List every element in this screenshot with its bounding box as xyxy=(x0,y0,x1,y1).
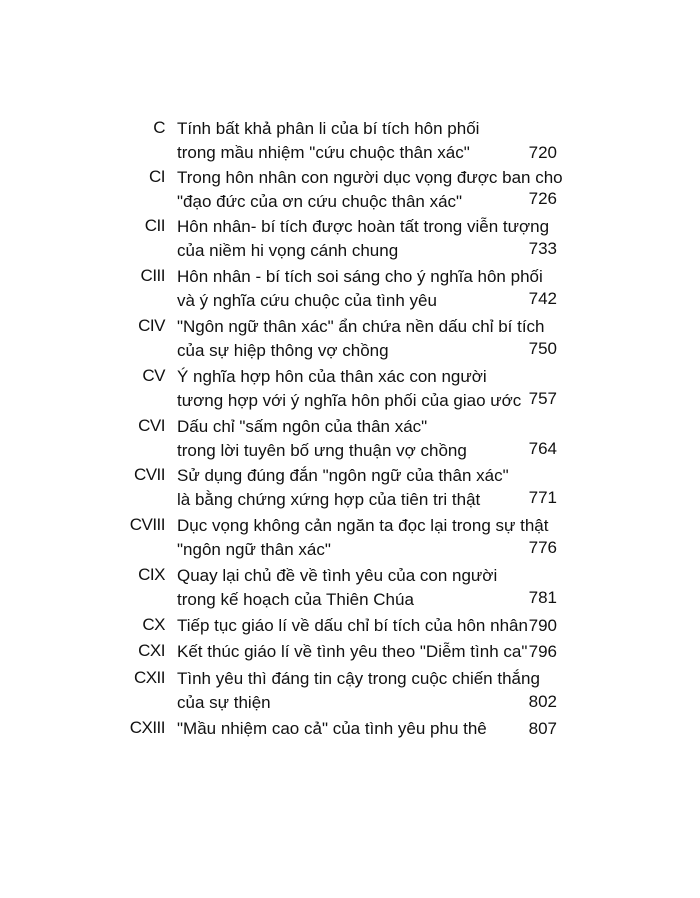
page-number: 771 xyxy=(528,488,557,507)
page-number: 726 xyxy=(528,189,557,208)
chapter-number: CIX xyxy=(138,565,165,584)
chapter-title-line: Kết thúc giáo lí về tình yêu theo "Diễm tình ca" xyxy=(177,642,528,661)
chapter-title-line: là bằng chứng xứng hợp của tiên tri thật xyxy=(177,490,481,509)
chapter-title xyxy=(177,365,522,413)
chapter-title-line: Ý nghĩa hợp hôn của thân xác con người xyxy=(177,367,487,386)
page-number: 733 xyxy=(528,239,557,258)
chapter-number: CV xyxy=(142,366,165,385)
chapter-title-line: Sử dụng đúng đắn "ngôn ngữ của thân xác" xyxy=(177,466,509,485)
chapter-title-line: "đạo đức của ơn cứu chuộc thân xác" xyxy=(177,192,463,211)
chapter-number: CXII xyxy=(133,668,165,687)
chapter-number: CVII xyxy=(133,465,165,484)
chapter-title-line: "ngôn ngữ thân xác" xyxy=(177,540,331,559)
chapter-title xyxy=(177,117,517,165)
chapter-title-line: Trong hôn nhân con người dục vọng được ban cho xyxy=(177,168,563,187)
page-number: 742 xyxy=(528,289,557,308)
page-number: 796 xyxy=(528,642,557,661)
chapter-title-line: của sự hiệp thông vợ chồng xyxy=(177,341,389,360)
chapter-title-line: Tiếp tục giáo lí về dấu chỉ bí tích của hôn nhân xyxy=(177,616,528,635)
chapter-title-line: Dục vọng không cản ngăn ta đọc lại trong sự thật xyxy=(177,516,549,535)
page-number: 781 xyxy=(528,588,557,607)
chapter-title xyxy=(177,640,528,664)
chapter-title-line: Tính bất khả phân li của bí tích hôn phối xyxy=(177,119,480,138)
chapter-number: CX xyxy=(142,615,165,634)
page-number: 790 xyxy=(528,616,557,635)
chapter-number: C xyxy=(153,118,165,137)
chapter-number: CIV xyxy=(138,316,165,335)
chapter-number: CVI xyxy=(138,416,165,435)
chapter-title xyxy=(177,717,517,741)
chapter-title-line: Quay lại chủ đề về tình yêu của con người xyxy=(177,566,498,585)
chapter-title xyxy=(177,667,540,715)
page-number: 757 xyxy=(528,389,557,408)
chapter-number: CVIII xyxy=(129,515,165,534)
chapter-title-line: "Ngôn ngữ thân xác" ẩn chứa nền dấu chỉ bí tích xyxy=(177,317,545,336)
chapter-title-line: trong mầu nhiệm "cứu chuộc thân xác" xyxy=(177,143,470,162)
chapter-number: CII xyxy=(144,216,165,235)
chapter-title-line: của sự thiện xyxy=(177,693,271,712)
chapter-title-line: Hôn nhân- bí tích được hoàn tất trong viễn tượng xyxy=(177,217,550,236)
page-number: 802 xyxy=(528,692,557,711)
page-number: 807 xyxy=(528,719,557,738)
chapter-title-line: và ý nghĩa cứu chuộc của tình yêu xyxy=(177,291,437,310)
page-number: 776 xyxy=(528,538,557,557)
chapter-number: CI xyxy=(149,167,165,186)
page-number: 720 xyxy=(528,143,557,162)
chapter-title-line: Dấu chỉ "sấm ngôn của thân xác" xyxy=(177,417,428,436)
chapter-title xyxy=(177,464,517,512)
page-number: 764 xyxy=(528,439,557,458)
chapter-title-line: Hôn nhân - bí tích soi sáng cho ý nghĩa hôn phối xyxy=(177,267,543,286)
chapter-title-line: "Mầu nhiệm cao cả" của tình yêu phu thê xyxy=(177,719,487,738)
chapter-title-line: trong lời tuyên bố ưng thuận vợ chồng xyxy=(177,441,467,460)
chapter-title-line: tương hợp với ý nghĩa hôn phối của giao ước xyxy=(177,391,522,410)
chapter-title xyxy=(177,564,517,612)
chapter-title-line: của niềm hi vọng cánh chung xyxy=(177,241,399,260)
chapter-number: CXIII xyxy=(129,718,165,737)
chapter-number: CXI xyxy=(138,641,165,660)
chapter-title-line: Tình yêu thì đáng tin cậy trong cuộc chiến thắng xyxy=(177,669,540,688)
chapter-number: CIII xyxy=(140,266,165,285)
page-number: 750 xyxy=(528,339,557,358)
chapter-title-line: trong kế hoạch của Thiên Chúa xyxy=(177,590,414,609)
chapter-title xyxy=(177,614,528,638)
chapter-title xyxy=(177,415,517,463)
